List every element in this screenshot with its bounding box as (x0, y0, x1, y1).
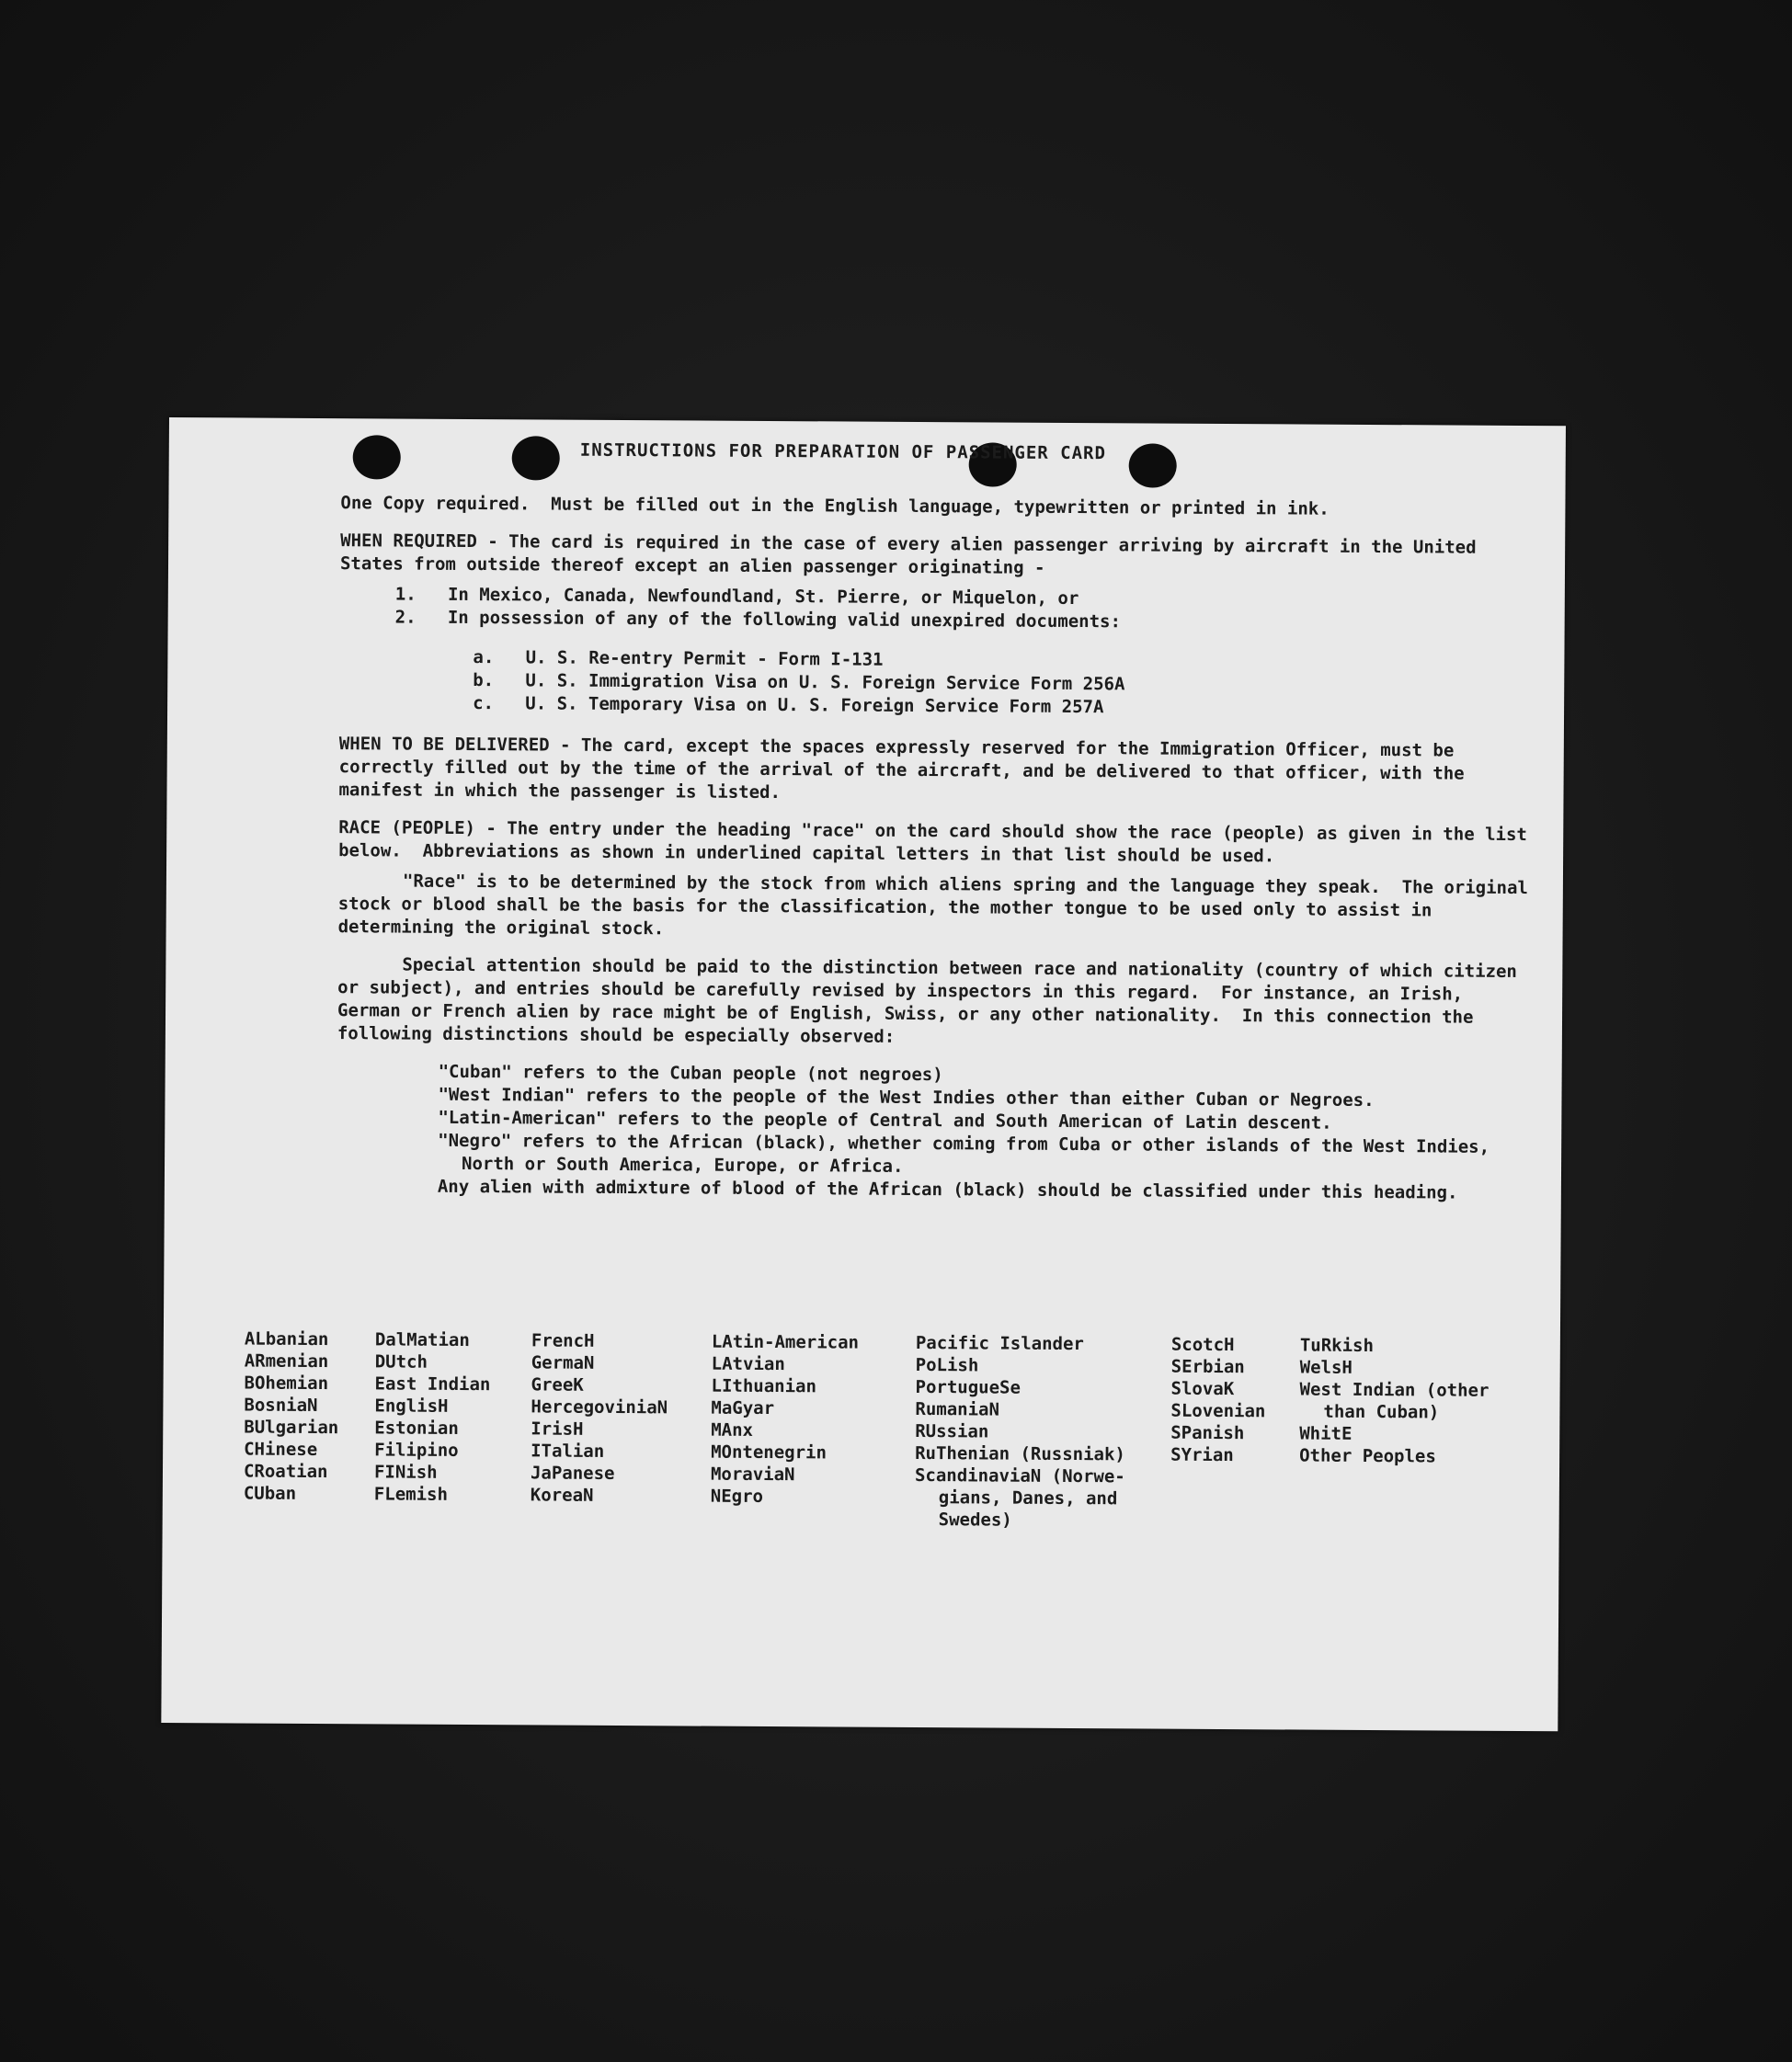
definition-negro: "Negro" refers to the African (black), whether coming from Cuba or other islands of the West Indies, North or South America, Europe, or Africa. (438, 1130, 1501, 1177)
race-item: CHinese (244, 1439, 318, 1461)
race-item: FrencH (531, 1330, 595, 1351)
race-item: PoLish (915, 1354, 979, 1376)
race-list (243, 1328, 1550, 1566)
race-item: WhitE (1299, 1423, 1353, 1444)
definition-latin-american: "Latin-American" refers to the people of Central and South American of Latin descent. (438, 1107, 1332, 1134)
race-item: GreeK (531, 1374, 584, 1396)
race-item: ALbanian (244, 1328, 329, 1350)
race-item: PortugueSe (915, 1376, 1022, 1398)
race-item: Swedes) (938, 1509, 1012, 1531)
definition-west-indian: "West Indian" refers to the people of the West Indies other than either Cuban or Negroes. (438, 1084, 1375, 1111)
race-column (915, 1332, 1126, 1532)
race-item: LAtvian (711, 1353, 785, 1375)
list-item: 1. In Mexico, Canada, Newfoundland, St. Pierre, or Miquelon, or (394, 584, 1079, 609)
race-item: JaPanese (530, 1463, 615, 1484)
race-item: MaGyar (711, 1397, 775, 1419)
race-item: HercegoviniaN (531, 1396, 668, 1418)
list-item: 2. In possession of any of the following valid unexpired documents: (394, 607, 1122, 632)
definition-admixture: Any alien with admixture of blood of the African (black) should be classified under this heading. (437, 1176, 1458, 1203)
race-item: East Indian (374, 1373, 491, 1396)
race-item: ScandinaviaN (Norwe- (914, 1464, 1125, 1487)
race-item: RUssian (915, 1420, 989, 1442)
race-item: WelsH (1299, 1357, 1353, 1378)
race-item: SErbian (1170, 1356, 1245, 1378)
instruction-sheet (161, 417, 1566, 1731)
race-item: gians, Danes, and (938, 1487, 1118, 1509)
race-item: TuRkish (1299, 1335, 1374, 1357)
race-column (374, 1328, 491, 1506)
when-delivered-paragraph: WHEN TO BE DELIVERED - The card, except the spaces expressly reserved for the Immigration Officer, must be correctly filled out by the time of the arrival of the aircraft, and be delivered to that officer, with the manifest in which the passenger is listed. (338, 734, 1476, 803)
race-item: than Cuban) (1323, 1401, 1440, 1423)
list-item: b. U. S. Immigration Visa on U. S. Foreign Service Form 256A (473, 670, 1125, 695)
race-item: SPanish (1170, 1422, 1245, 1444)
punch-hole (1129, 443, 1177, 487)
race-item: SLovenian (1170, 1400, 1266, 1422)
race-paragraph: RACE (PEOPLE) - The entry under the heading "race" on the card should show the race (people) as given in the list below. Abbreviations as shown in underlined capital letters in that list should be used. (338, 817, 1538, 867)
race-item: IrisH (531, 1418, 584, 1440)
race-item: NEgro (710, 1486, 764, 1507)
when-required-paragraph: WHEN REQUIRED - The card is required in the case of every alien passenger arriving by aircraft in the United States from outside thereof except an alien passenger originating - (339, 530, 1488, 578)
race-item: GermaN (531, 1352, 595, 1373)
document-list (473, 646, 1535, 722)
race-column (244, 1328, 339, 1506)
race-item: RuThenian (Russniak) (915, 1442, 1125, 1465)
race-item: FINish (373, 1462, 438, 1483)
race-column (1299, 1335, 1490, 1468)
race-item: West Indian (other (1299, 1379, 1490, 1401)
race-item: LIthuanian (711, 1375, 817, 1397)
race-item: Other Peoples (1299, 1445, 1436, 1467)
race-item: BosniaN (244, 1395, 318, 1417)
race-item: MAnx (711, 1419, 754, 1441)
definition-cuban: "Cuban" refers to the Cuban people (not negroes) (438, 1061, 943, 1086)
special-attention-paragraph: Special attention should be paid to the distinction between race and nationality (country of which citizen or subject), and entries should be carefully revised by inspectors in this regard. For instance, an Irish, German or French alien by race might be of English, Swiss, or any other nationality. In this connection the following distinctions should be especially observed: (337, 954, 1528, 1047)
race-item: DalMatian (374, 1329, 470, 1351)
list-item: a. U. S. Re-entry Permit - Form I-131 (473, 647, 884, 670)
race-column (711, 1331, 859, 1509)
race-item: EnglisH (374, 1396, 449, 1417)
race-item: KoreaN (530, 1485, 594, 1506)
race-item: ScotcH (1170, 1334, 1235, 1356)
copy-paragraph: One Copy required. Must be filled out in the English language, typewritten or printed in ink. (340, 493, 1330, 519)
race-item: BUlgarian (244, 1417, 339, 1439)
race-item: ARmenian (244, 1350, 329, 1373)
punch-hole (512, 436, 560, 480)
race-item: ITalian (531, 1441, 605, 1462)
race-item: MOntenegrin (711, 1441, 828, 1464)
race-item: MoraviaN (710, 1464, 795, 1486)
race-determination-paragraph: "Race" is to be determined by the stock from which aliens spring and the language they speak. The original stock or blood shall be the basis for the classification, the mother tongue to be used only to assist in determining the original stock. (337, 871, 1539, 940)
race-item: DUtch (374, 1351, 428, 1373)
punch-hole (353, 435, 401, 479)
race-item: FLemish (373, 1484, 448, 1505)
race-column (531, 1329, 668, 1507)
instructions-body (337, 492, 1539, 1205)
race-item: SlovaK (1170, 1378, 1235, 1400)
race-item: BOhemian (244, 1373, 329, 1395)
race-item: Estonian (374, 1418, 459, 1439)
definitions (438, 1061, 1533, 1205)
race-item: Pacific Islander (915, 1332, 1084, 1355)
list-item: c. U. S. Temporary Visa on U. S. Foreign Service Form 257A (473, 693, 1104, 718)
page-title: INSTRUCTIONS FOR PREPARATION OF PASSENGER CARD (579, 439, 1107, 464)
race-item: CRoatian (243, 1461, 328, 1483)
race-item: RumaniaN (915, 1398, 1000, 1420)
race-item: Filipino (374, 1440, 459, 1461)
race-column (1170, 1334, 1266, 1467)
exception-list (395, 584, 1535, 637)
race-item: CUban (243, 1483, 297, 1504)
race-item: SYrian (1170, 1444, 1234, 1466)
race-item: LAtin-American (711, 1331, 860, 1353)
